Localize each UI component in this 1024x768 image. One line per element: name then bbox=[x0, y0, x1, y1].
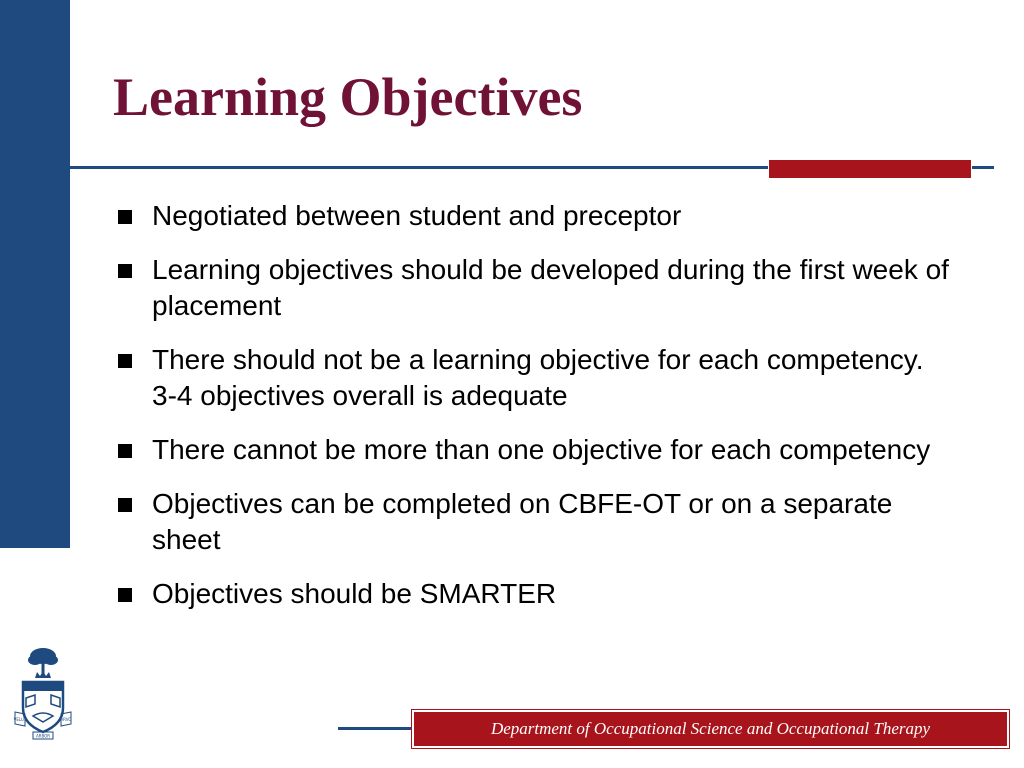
square-bullet-icon bbox=[118, 444, 132, 458]
square-bullet-icon bbox=[118, 264, 132, 278]
bullet-item bbox=[116, 486, 956, 558]
bullet-item bbox=[116, 252, 956, 324]
crest-motto-left: VELUT bbox=[13, 717, 27, 722]
bullet-item bbox=[116, 342, 956, 414]
square-bullet-icon bbox=[118, 498, 132, 512]
bullet-item bbox=[116, 432, 956, 468]
bullet-text: Objectives should be SMARTER bbox=[152, 578, 557, 609]
bullet-item bbox=[116, 576, 956, 612]
bullet-text: There cannot be more than one objective for each competency bbox=[152, 434, 931, 465]
bullet-list bbox=[116, 198, 956, 630]
bullet-text: Learning objectives should be developed during the first week of placement bbox=[152, 254, 949, 321]
square-bullet-icon bbox=[118, 354, 132, 368]
title-accent-bar bbox=[768, 159, 972, 179]
sidebar-band bbox=[0, 0, 70, 548]
bullet-text: There should not be a learning objective for each competency. 3-4 objectives overall is adequate bbox=[152, 344, 924, 411]
bullet-item bbox=[116, 198, 956, 234]
university-crest-icon bbox=[13, 646, 73, 742]
square-bullet-icon bbox=[118, 210, 132, 224]
slide-title: Learning Objectives bbox=[113, 67, 583, 127]
footer-banner bbox=[412, 710, 1009, 748]
crest-motto-right: ARVO bbox=[60, 717, 72, 722]
square-bullet-icon bbox=[118, 588, 132, 602]
bullet-text: Objectives can be completed on CBFE-OT or on a separate sheet bbox=[152, 488, 893, 555]
bullet-text: Negotiated between student and preceptor bbox=[152, 200, 682, 231]
footer-divider bbox=[338, 727, 414, 730]
department-name: Department of Occupational Science and Occupational Therapy bbox=[490, 719, 931, 738]
crest-motto-bottom: ARBOR bbox=[35, 733, 51, 739]
